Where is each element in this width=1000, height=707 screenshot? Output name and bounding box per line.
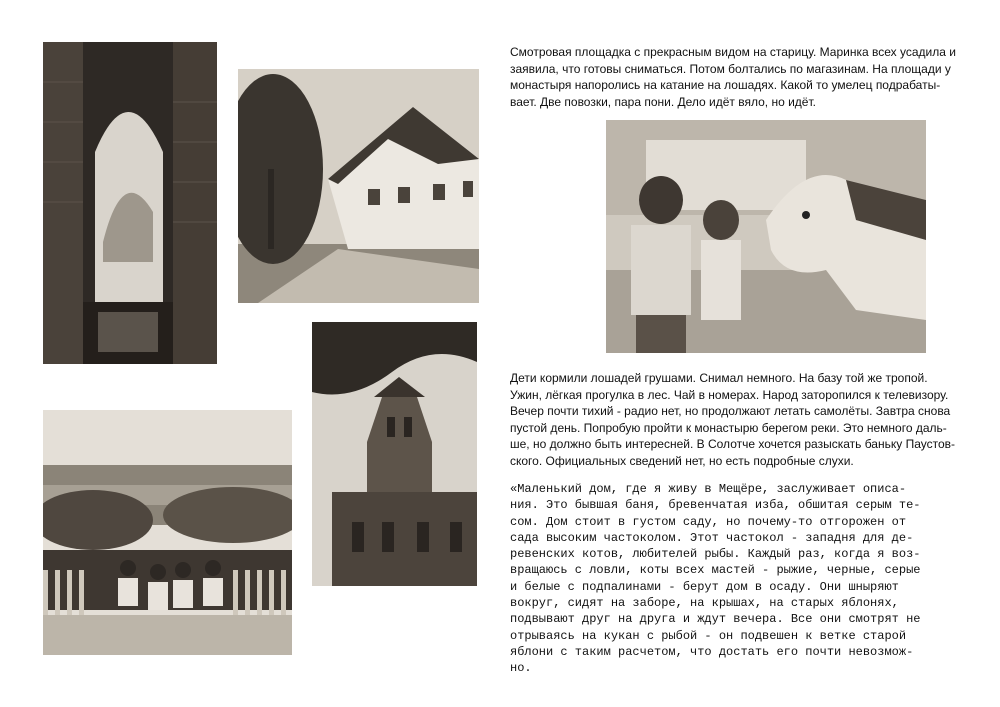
paragraph-children-horses: Дети кормили лошадей грушами. Снимал немного. На базу той же тропой. Ужин, лёгкая прогулка в лес. Чай в номерах. Народ заторопился к телевизору. Вечер почти тихий - радио нет, но продолжают летать самолёты. Завтра снова пустой день. Попробую пройти к монастырю берегом реки. Это немного даль- ше, но должно быть интересней. В Солотче хочется разыскать баньку Паустов- ского. Официальных сведений нет, но есть подробные слухи. bbox=[510, 371, 956, 468]
horse-children-image bbox=[606, 120, 926, 353]
arch-window-image bbox=[43, 42, 217, 364]
photo-tower-church bbox=[312, 322, 477, 586]
photo-arch-window bbox=[43, 42, 217, 364]
river-view-group-image bbox=[43, 410, 292, 655]
quote-paustovsky: «Маленький дом, где я живу в Мещёре, заслуживает описа- ния. Это бывшая баня, бревенчатая изба, обшитая серым те- сом. Дом стоит в густом саду, но почему-то отгорожен от сада высоким частоколом. Этот частокол - западня для де- ревенских котов, любителей рыбы. Каждый раз, когда я воз- вращаюсь с ловли, коты всех мастей - рыжие, черные, серые и белые с подпалинами - берут дом в осаду. Они шныряют вокруг, сидят на заборе, на крышах, на старых яблонях, подвывают друг на друга и ждут вечера. Все они смотрят не отрываясь на кукан с рыбой - он подвешен к ветке старой яблони с таким расчетом, что достать его почти невозмож- но. bbox=[510, 482, 921, 676]
paragraph-observation-deck: Смотровая площадка с прекрасным видом на старицу. Маринка всех усадила и заявила, что готовы сниматься. Потом болтались по магазинам. На площади у монастыря напоролись на катание на лошадях. Какой то умелец подрабаты- вает. Две повозки, пара пони. Дело идёт вяло, но идёт. bbox=[510, 45, 956, 109]
photo-white-house bbox=[238, 69, 479, 303]
white-house-image bbox=[238, 69, 479, 303]
photo-river-view-group bbox=[43, 410, 292, 655]
tower-church-image bbox=[312, 322, 477, 586]
photo-horse-children bbox=[606, 120, 926, 353]
